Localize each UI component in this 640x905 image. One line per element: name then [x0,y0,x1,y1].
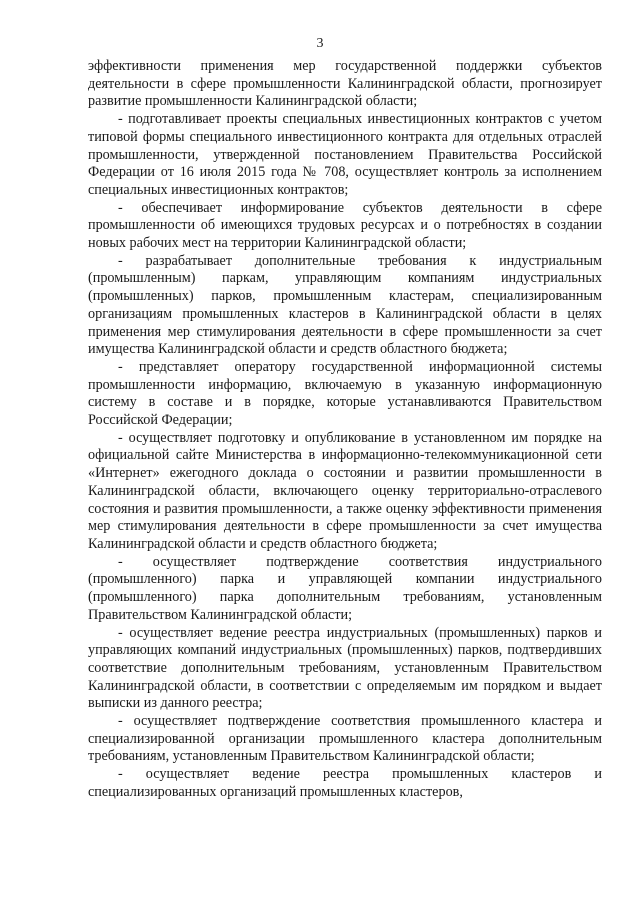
paragraph-10: - осуществляет ведение реестра промышленных кластеров и специализированных организаций промышленных кластеров, [88,766,602,800]
paragraph-4: - разрабатывает дополнительные требования к индустриальным (промышленным) паркам, управляющим компаниям индустриальных (промышленных) парков, промышленным кластерам, специализированным организациям промышленных кластеров в Калининградской области в целях применения мер стимулирования деятельности в сфере промышленности за счет имущества Калининградской области и средств областного бюджета; [88,252,602,358]
paragraph-2: - подготавливает проекты специальных инвестиционных контрактов с учетом типовой формы специального инвестиционного контракта для отдельных отраслей промышленности, утвержденной постановлением Правительства Российской Федерации от 16 июля 2015 года № 708, осуществляет контроль за исполнением специальных инвестиционных контрактов; [88,111,602,198]
page-number: 3 [316,36,324,51]
paragraph-8: - осуществляет ведение реестра индустриальных (промышленных) парков и управляющих компаний индустриальных (промышленных) парков, подтвердивших соответствие дополнительным требованиям, установленным Правительством Калининградской области, в соответствии с определяемым им порядком и выдает выписки из данного реестра; [88,624,602,712]
paragraph-3: - обеспечивает информирование субъектов деятельности в сфере промышленности об имеющихся трудовых ресурсах и о потребностях в создании новых рабочих мест на территории Калининградской области; [88,199,602,252]
paragraph-5: - представляет оператору государственной информационной системы промышленности информацию, включаемую в указанную информационную систему в составе и в порядке, которые устанавливаются Правительством Российской Федерации; [88,358,602,429]
paragraph-6: - осуществляет подготовку и опубликование в установленном им порядке на официальной сайте Министерства в информационно-телекоммуникационной сети «Интернет» ежегодного доклада о состоянии и развитии промышленности в Калининградской области, включающего оценку территориально-отраслевого состояния и развития промышленности, а также оценку эффективности применения мер стимулирования деятельности в сфере промышленности за счет имущества Калининградской области и средств областного бюджета; [88,429,602,552]
document-body [88,58,602,802]
paragraph-7: - осуществляет подтверждение соответствия индустриального (промышленного) парка и управляющей компании индустриального (промышленного) парка дополнительным требованиям, установленным Правительством Калининградской области; [88,553,602,623]
paragraph-1: эффективности применения мер государственной поддержки субъектов деятельности в сфере промышленности Калининградской области, прогнозирует развитие промышленности Калининградской области; [88,58,602,110]
paragraph-9: - осуществляет подтверждение соответствия промышленного кластера и специализированной организации промышленного кластера дополнительным требованиям, установленным Правительством Калининградской области; [88,713,602,765]
